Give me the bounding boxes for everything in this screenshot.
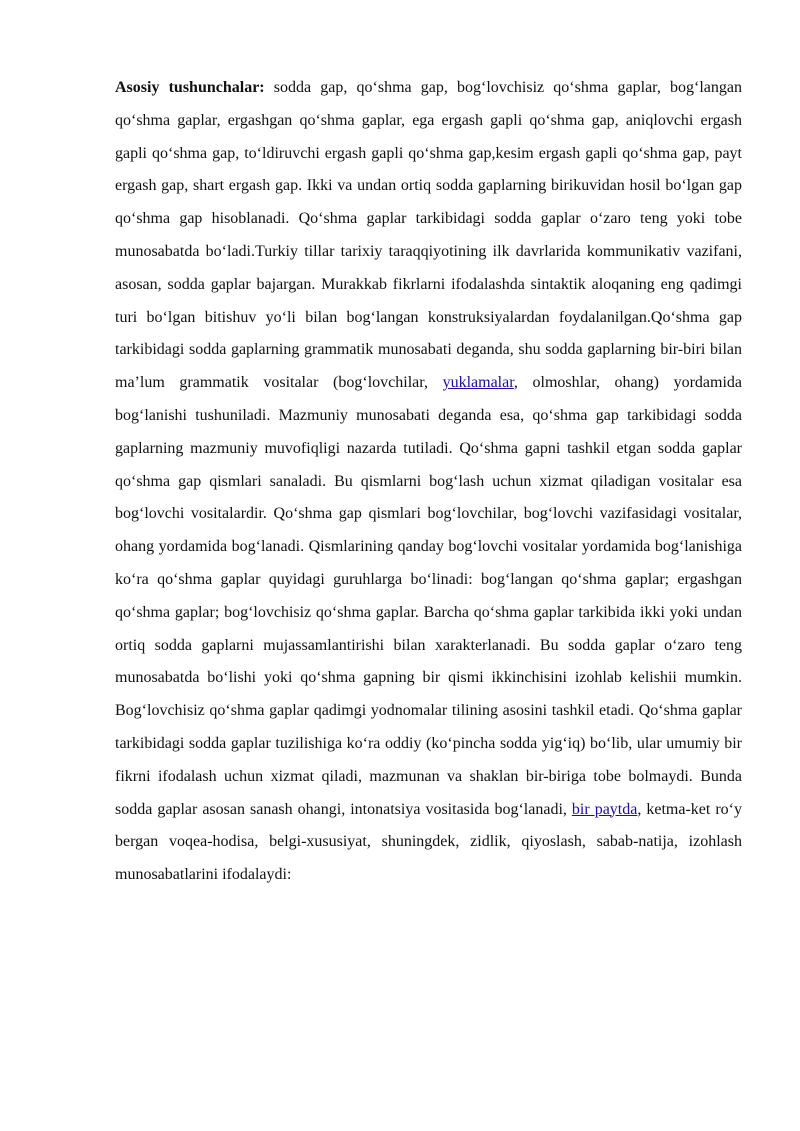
text-segment-2: , olmoshlar, ohang) yordamida bog‘lanishi tushuniladi. Mazmuniy munosabati deganda esa, qo‘shma gap tarkibidagi sodda gaplarning mazmuniy muvofiqligi nazarda tutiladi. Qo‘shma gapni tashkil etgan sodda gaplar qo‘shma gap qismlari sanaladi. Bu qismlarni bog‘lash uchun xizmat qiladigan vositalar esa bog‘lovchi vositalardir. Qo‘shma gap qismlari bog‘lovchilar, bog‘lovchi vazifasidagi vositalar, ohang yordamida bog‘lanadi. Qismlarining qanday bog‘lovchi vositalar yordamida bog‘lanishiga ko‘ra qo‘shma gaplar quyidagi guruhlarga bo‘linadi: bog‘langan qo‘shma gaplar; ergashgan qo‘shma gaplar; bog‘lovchisiz qo‘shma gaplar. Barcha qo‘shma gaplar tarkibida ikki yoki undan ortiq sodda gaplarni mujassamlantirishi bilan xarakterlanadi. Bu sodda gaplar o‘zaro teng munosabatda bo‘lishi yoki qo‘shma gapning bir qismi ikkinchisini izohlab kelishii mumkin. Bog‘lovchisiz qo‘shma gaplar qadimgi yodnomalar tilining asosini tashkil etadi. Qo‘shma gaplar tarkibidagi sodda gaplar tuzilishiga ko‘ra oddiy (ko‘pincha sodda yig‘iq) bo‘lib, ular umumiy bir fikrni ifodalash uchun xizmat qiladi, mazmunan va shaklan bir-biriga tobe bolmaydi. Bunda sodda gaplar asosan sanash ohangi, intonatsiya vositasida bog‘lanadi, — [115, 374, 742, 818]
text-segment-1: sodda gap, qo‘shma gap, bog‘lovchisiz qo‘shma gaplar, bog‘langan qo‘shma gaplar, ergashgan qo‘shma gaplar, ega ergash gapli qo‘shma gap, aniqlovchi ergash gapli qo‘shma gap, to‘ldiruvchi ergash gapli qo‘shma gap,kesim ergash gapli qo‘shma gap, payt ergash gap, shart ergash gap. Ikki va undan ortiq sodda gaplarning birikuvidan hosil bo‘lgan gap qo‘shma gap hisoblanadi. Qo‘shma gaplar tarkibidagi sodda gaplar o‘zaro teng yoki tobe munosabatda bo‘ladi.Turkiy tillar tarixiy taraqqiyotining ilk davrlarida kommunikativ vazifani, asosan, sodda gaplar bajargan. Murakkab fikrlarni ifodalashda sintaktik aloqaning eng qadimgi turi bo‘lgan bitishuv yo‘li bilan bog‘langan konstruksiyalardan foydalanilgan.Qo‘shma gap tarkibidagi sodda gaplarning grammatik munosabati deganda, shu sodda gaplarning bir-biri bilan ma’lum grammatik vositalar (bog‘lovchilar, — [115, 79, 743, 392]
key-concepts-label: Asosiy tushunchalar: — [115, 79, 265, 96]
document-page — [115, 72, 742, 892]
body-paragraph — [115, 72, 742, 892]
link-yuklamalar[interactable]: yuklamalar — [442, 374, 514, 392]
text-segment-3: , ketma-ket ro‘y bergan voqea-hodisa, belgi-xususiyat, shuningdek, zidlik, qiyoslash, sabab-natija, izohlash munosabatlarini ifodalaydi: — [115, 800, 742, 884]
link-bir-paytda[interactable]: bir paytda — [571, 800, 638, 818]
